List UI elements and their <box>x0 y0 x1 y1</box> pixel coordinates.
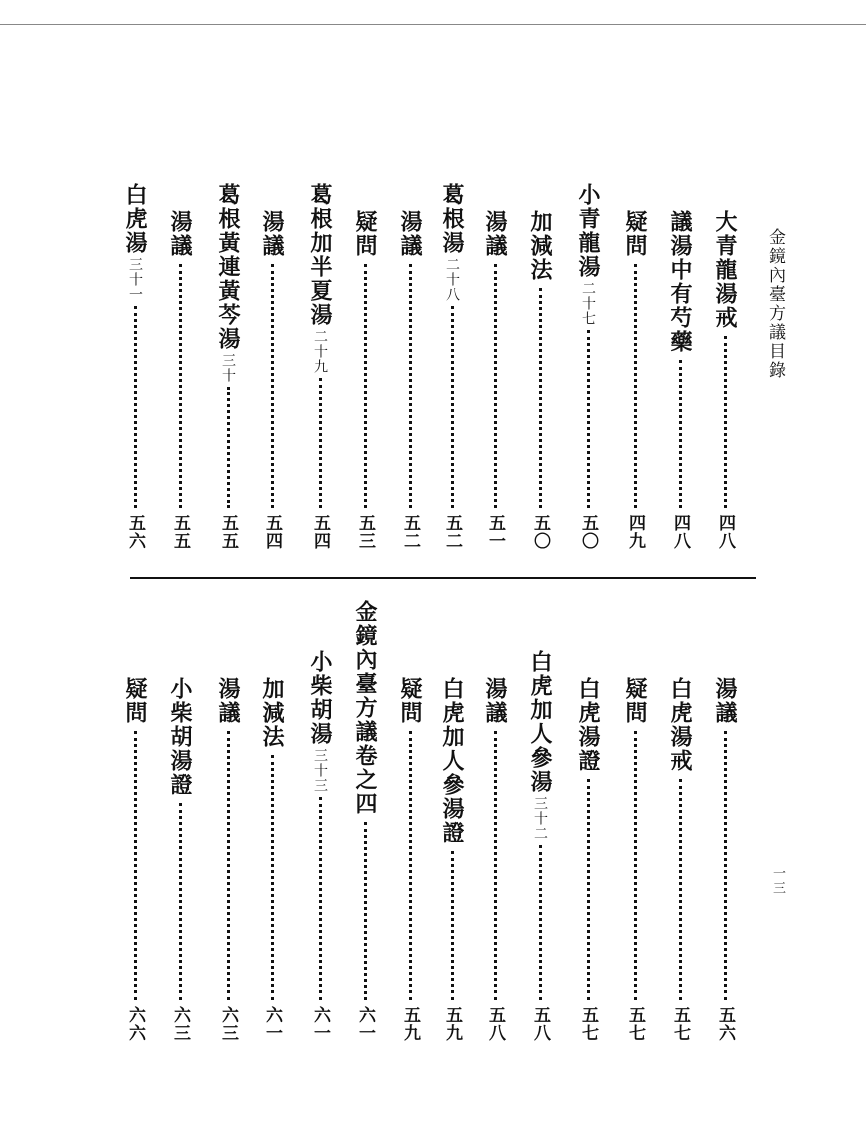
toc-entry <box>437 677 467 1042</box>
toc-entry <box>350 600 380 1042</box>
toc-entry <box>665 677 695 1042</box>
entry-title: 金鏡內臺方議卷之四 <box>352 600 378 816</box>
dot-leader <box>634 731 637 1000</box>
dot-leader <box>539 845 542 1000</box>
entry-page: 五五 <box>170 514 190 550</box>
entry-title: 湯議 <box>482 677 508 725</box>
entry-page: 五一 <box>485 514 505 550</box>
entry-title: 議湯中有芍藥 <box>667 210 693 354</box>
entry-title: 白虎加人參湯 <box>527 650 553 794</box>
entry-number: 二十九 <box>312 329 328 374</box>
entry-title: 葛根湯 <box>439 183 465 255</box>
entry-title: 疑問 <box>122 677 148 725</box>
entry-page: 五六 <box>125 514 145 550</box>
entry-title: 小柴胡湯證 <box>167 677 193 797</box>
entry-page: 五八 <box>485 1006 505 1042</box>
dot-leader <box>409 731 412 1000</box>
toc-entry <box>395 677 425 1042</box>
entry-title: 湯議 <box>397 210 423 258</box>
entry-number: 三十一 <box>127 257 143 302</box>
entry-title: 葛根加半夏湯 <box>307 183 333 327</box>
entry-page: 四九 <box>625 514 645 550</box>
toc-entry <box>525 210 555 550</box>
dot-leader <box>679 779 682 1000</box>
dot-leader <box>364 822 367 1000</box>
dot-leader <box>134 731 137 1000</box>
toc-entry <box>480 210 510 550</box>
dot-leader <box>494 264 497 508</box>
entry-page: 五八 <box>530 1006 550 1042</box>
dot-leader <box>319 378 322 508</box>
dot-leader <box>179 803 182 1000</box>
toc-entry <box>573 183 603 550</box>
entry-page: 六三 <box>170 1006 190 1042</box>
dot-leader <box>587 779 590 1000</box>
entry-title: 加減法 <box>259 677 285 749</box>
entry-page: 五〇 <box>530 514 550 550</box>
entry-page: 五九 <box>442 1006 462 1042</box>
entry-page: 五七 <box>625 1006 645 1042</box>
dot-leader <box>679 360 682 508</box>
entry-page: 六一 <box>262 1006 282 1042</box>
entry-title: 湯議 <box>259 210 285 258</box>
entry-title: 疑問 <box>352 210 378 258</box>
entry-title: 小青龍湯 <box>575 183 601 279</box>
entry-page: 五七 <box>578 1006 598 1042</box>
dot-leader <box>179 264 182 508</box>
toc-entry <box>710 677 740 1042</box>
entry-page: 五四 <box>310 514 330 550</box>
entry-title: 加減法 <box>527 210 553 282</box>
entry-title: 葛根黃連黃芩湯 <box>215 183 241 351</box>
dot-leader <box>227 387 230 508</box>
dot-leader <box>409 264 412 508</box>
entry-page: 五三 <box>355 514 375 550</box>
entry-page: 五四 <box>262 514 282 550</box>
toc-entry <box>665 210 695 550</box>
toc-entry <box>480 677 510 1042</box>
toc-entry <box>525 650 555 1042</box>
toc-entry <box>573 677 603 1042</box>
dot-leader <box>724 336 727 508</box>
toc-entry <box>120 677 150 1042</box>
entry-title: 白虎加人參湯證 <box>439 677 465 845</box>
toc-entry <box>620 677 650 1042</box>
entry-page: 六三 <box>218 1006 238 1042</box>
dot-leader <box>539 288 542 508</box>
toc-entry <box>257 677 287 1042</box>
entry-title: 湯議 <box>167 210 193 258</box>
top-rule <box>0 24 866 25</box>
toc-entry <box>213 183 243 550</box>
toc-entry <box>710 210 740 550</box>
toc-entry <box>620 210 650 550</box>
entry-title: 湯議 <box>482 210 508 258</box>
entry-title: 疑問 <box>397 677 423 725</box>
dot-leader <box>494 731 497 1000</box>
entry-title: 湯議 <box>712 677 738 725</box>
dot-leader <box>451 851 454 1000</box>
toc-entry <box>165 677 195 1042</box>
entry-number: 三十三 <box>312 748 328 793</box>
page-number: 一三 <box>770 866 785 896</box>
entry-page: 四八 <box>670 514 690 550</box>
entry-title: 大青龍湯戒 <box>712 210 738 330</box>
entry-title: 白虎湯 <box>122 183 148 255</box>
dot-leader <box>227 731 230 1000</box>
entry-page: 五七 <box>670 1006 690 1042</box>
dot-leader <box>364 264 367 508</box>
entry-page: 五六 <box>715 1006 735 1042</box>
entry-page: 五二 <box>442 514 462 550</box>
toc-entry <box>213 677 243 1042</box>
running-header: 金鏡內臺方議目錄 <box>765 228 785 380</box>
entry-page: 五二 <box>400 514 420 550</box>
dot-leader <box>724 731 727 1000</box>
entry-page: 六一 <box>310 1006 330 1042</box>
entry-page: 五五 <box>218 514 238 550</box>
toc-entry <box>395 210 425 550</box>
dot-leader <box>451 306 454 508</box>
toc-entry <box>305 183 335 550</box>
section-divider <box>130 577 756 579</box>
toc-entry <box>120 183 150 550</box>
entry-page: 四八 <box>715 514 735 550</box>
entry-title: 湯議 <box>215 677 241 725</box>
entry-number: 三十二 <box>532 796 548 841</box>
dot-leader <box>271 755 274 1000</box>
toc-entry <box>437 183 467 550</box>
entry-title: 疑問 <box>622 677 648 725</box>
entry-number: 三十 <box>220 353 236 383</box>
toc-entry <box>165 210 195 550</box>
entry-page: 五九 <box>400 1006 420 1042</box>
entry-number: 二十七 <box>580 281 596 326</box>
entry-title: 白虎湯戒 <box>667 677 693 773</box>
entry-page: 六六 <box>125 1006 145 1042</box>
dot-leader <box>634 264 637 508</box>
dot-leader <box>319 797 322 1000</box>
dot-leader <box>134 306 137 508</box>
entry-page: 六一 <box>355 1006 375 1042</box>
entry-title: 疑問 <box>622 210 648 258</box>
toc-entry <box>257 210 287 550</box>
toc-entry <box>350 210 380 550</box>
dot-leader <box>587 330 590 508</box>
toc-entry <box>305 650 335 1042</box>
entry-number: 二十八 <box>444 257 460 302</box>
entry-title: 白虎湯證 <box>575 677 601 773</box>
entry-page: 五〇 <box>578 514 598 550</box>
dot-leader <box>271 264 274 508</box>
entry-title: 小柴胡湯 <box>307 650 333 746</box>
